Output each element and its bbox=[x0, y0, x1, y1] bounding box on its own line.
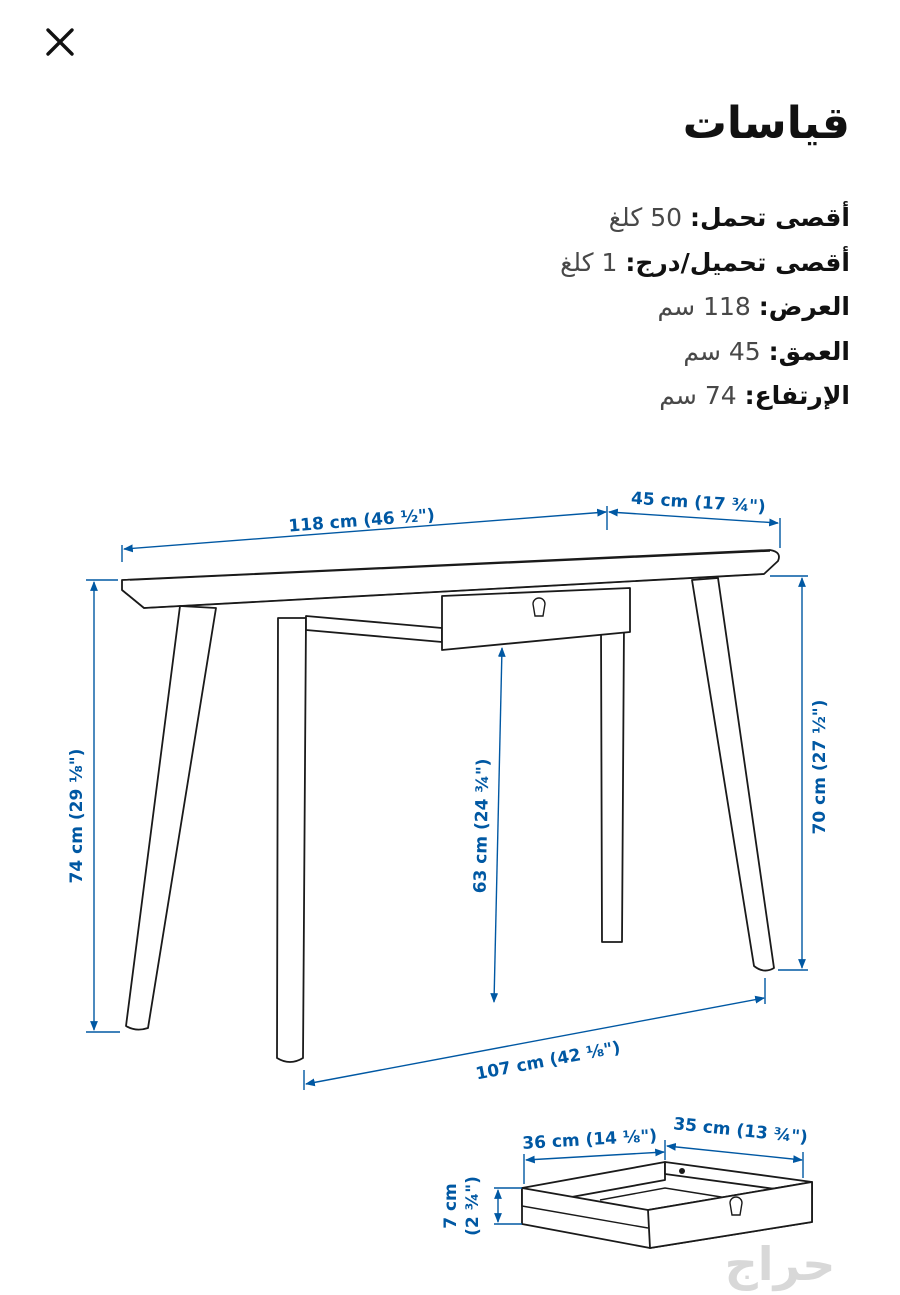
width-dimension-label: 118 cm (46 ½") bbox=[287, 505, 436, 537]
drawer-depth-label: 35 cm (13 ¾") bbox=[672, 1114, 809, 1148]
close-button[interactable] bbox=[40, 22, 80, 62]
spec-list bbox=[560, 196, 850, 419]
spec-value: 1 كلغ bbox=[560, 247, 618, 277]
haraj-watermark: حراج bbox=[724, 1237, 836, 1291]
spec-value: 50 كلغ bbox=[608, 203, 682, 232]
drawer-height-label-cm: 7 cm bbox=[441, 1183, 461, 1229]
under-drawer-height-label: 63 cm (24 ¾") bbox=[470, 758, 494, 894]
spec-label: أقصى تحمل: bbox=[689, 203, 850, 232]
drawer-width-label: 36 cm (14 ⅛") bbox=[521, 1126, 658, 1154]
spec-depth bbox=[560, 330, 850, 375]
height-dimension-label: 74 cm (29 ⅛") bbox=[67, 748, 87, 884]
desk-illustration bbox=[122, 550, 779, 1062]
page-title: قياسات bbox=[682, 98, 850, 149]
spec-max-load-drawer bbox=[560, 241, 850, 286]
under-top-height-label: 70 cm (27 ½") bbox=[810, 699, 830, 835]
spec-label: أقصى تحميل/درج: bbox=[625, 247, 850, 277]
close-icon bbox=[40, 22, 80, 62]
spec-label: الإرتفاع: bbox=[744, 381, 850, 410]
depth-dimension-label: 45 cm (17 ¾") bbox=[630, 488, 767, 518]
spec-height bbox=[560, 374, 850, 419]
drawer-illustration bbox=[522, 1162, 812, 1248]
leg-span-label: 107 cm (42 ⅛") bbox=[474, 1037, 623, 1085]
spec-label: العمق: bbox=[768, 336, 850, 366]
spec-value: 118 سم bbox=[657, 292, 751, 321]
drawer-height-label-in: (2 ¾") bbox=[463, 1176, 483, 1236]
spec-value: 74 سم bbox=[659, 381, 737, 410]
spec-max-load bbox=[560, 196, 850, 241]
dimension-drawing bbox=[0, 470, 900, 1295]
spec-value: 45 سم bbox=[683, 336, 761, 366]
spec-width bbox=[560, 285, 850, 330]
spec-label: العرض: bbox=[758, 292, 850, 321]
